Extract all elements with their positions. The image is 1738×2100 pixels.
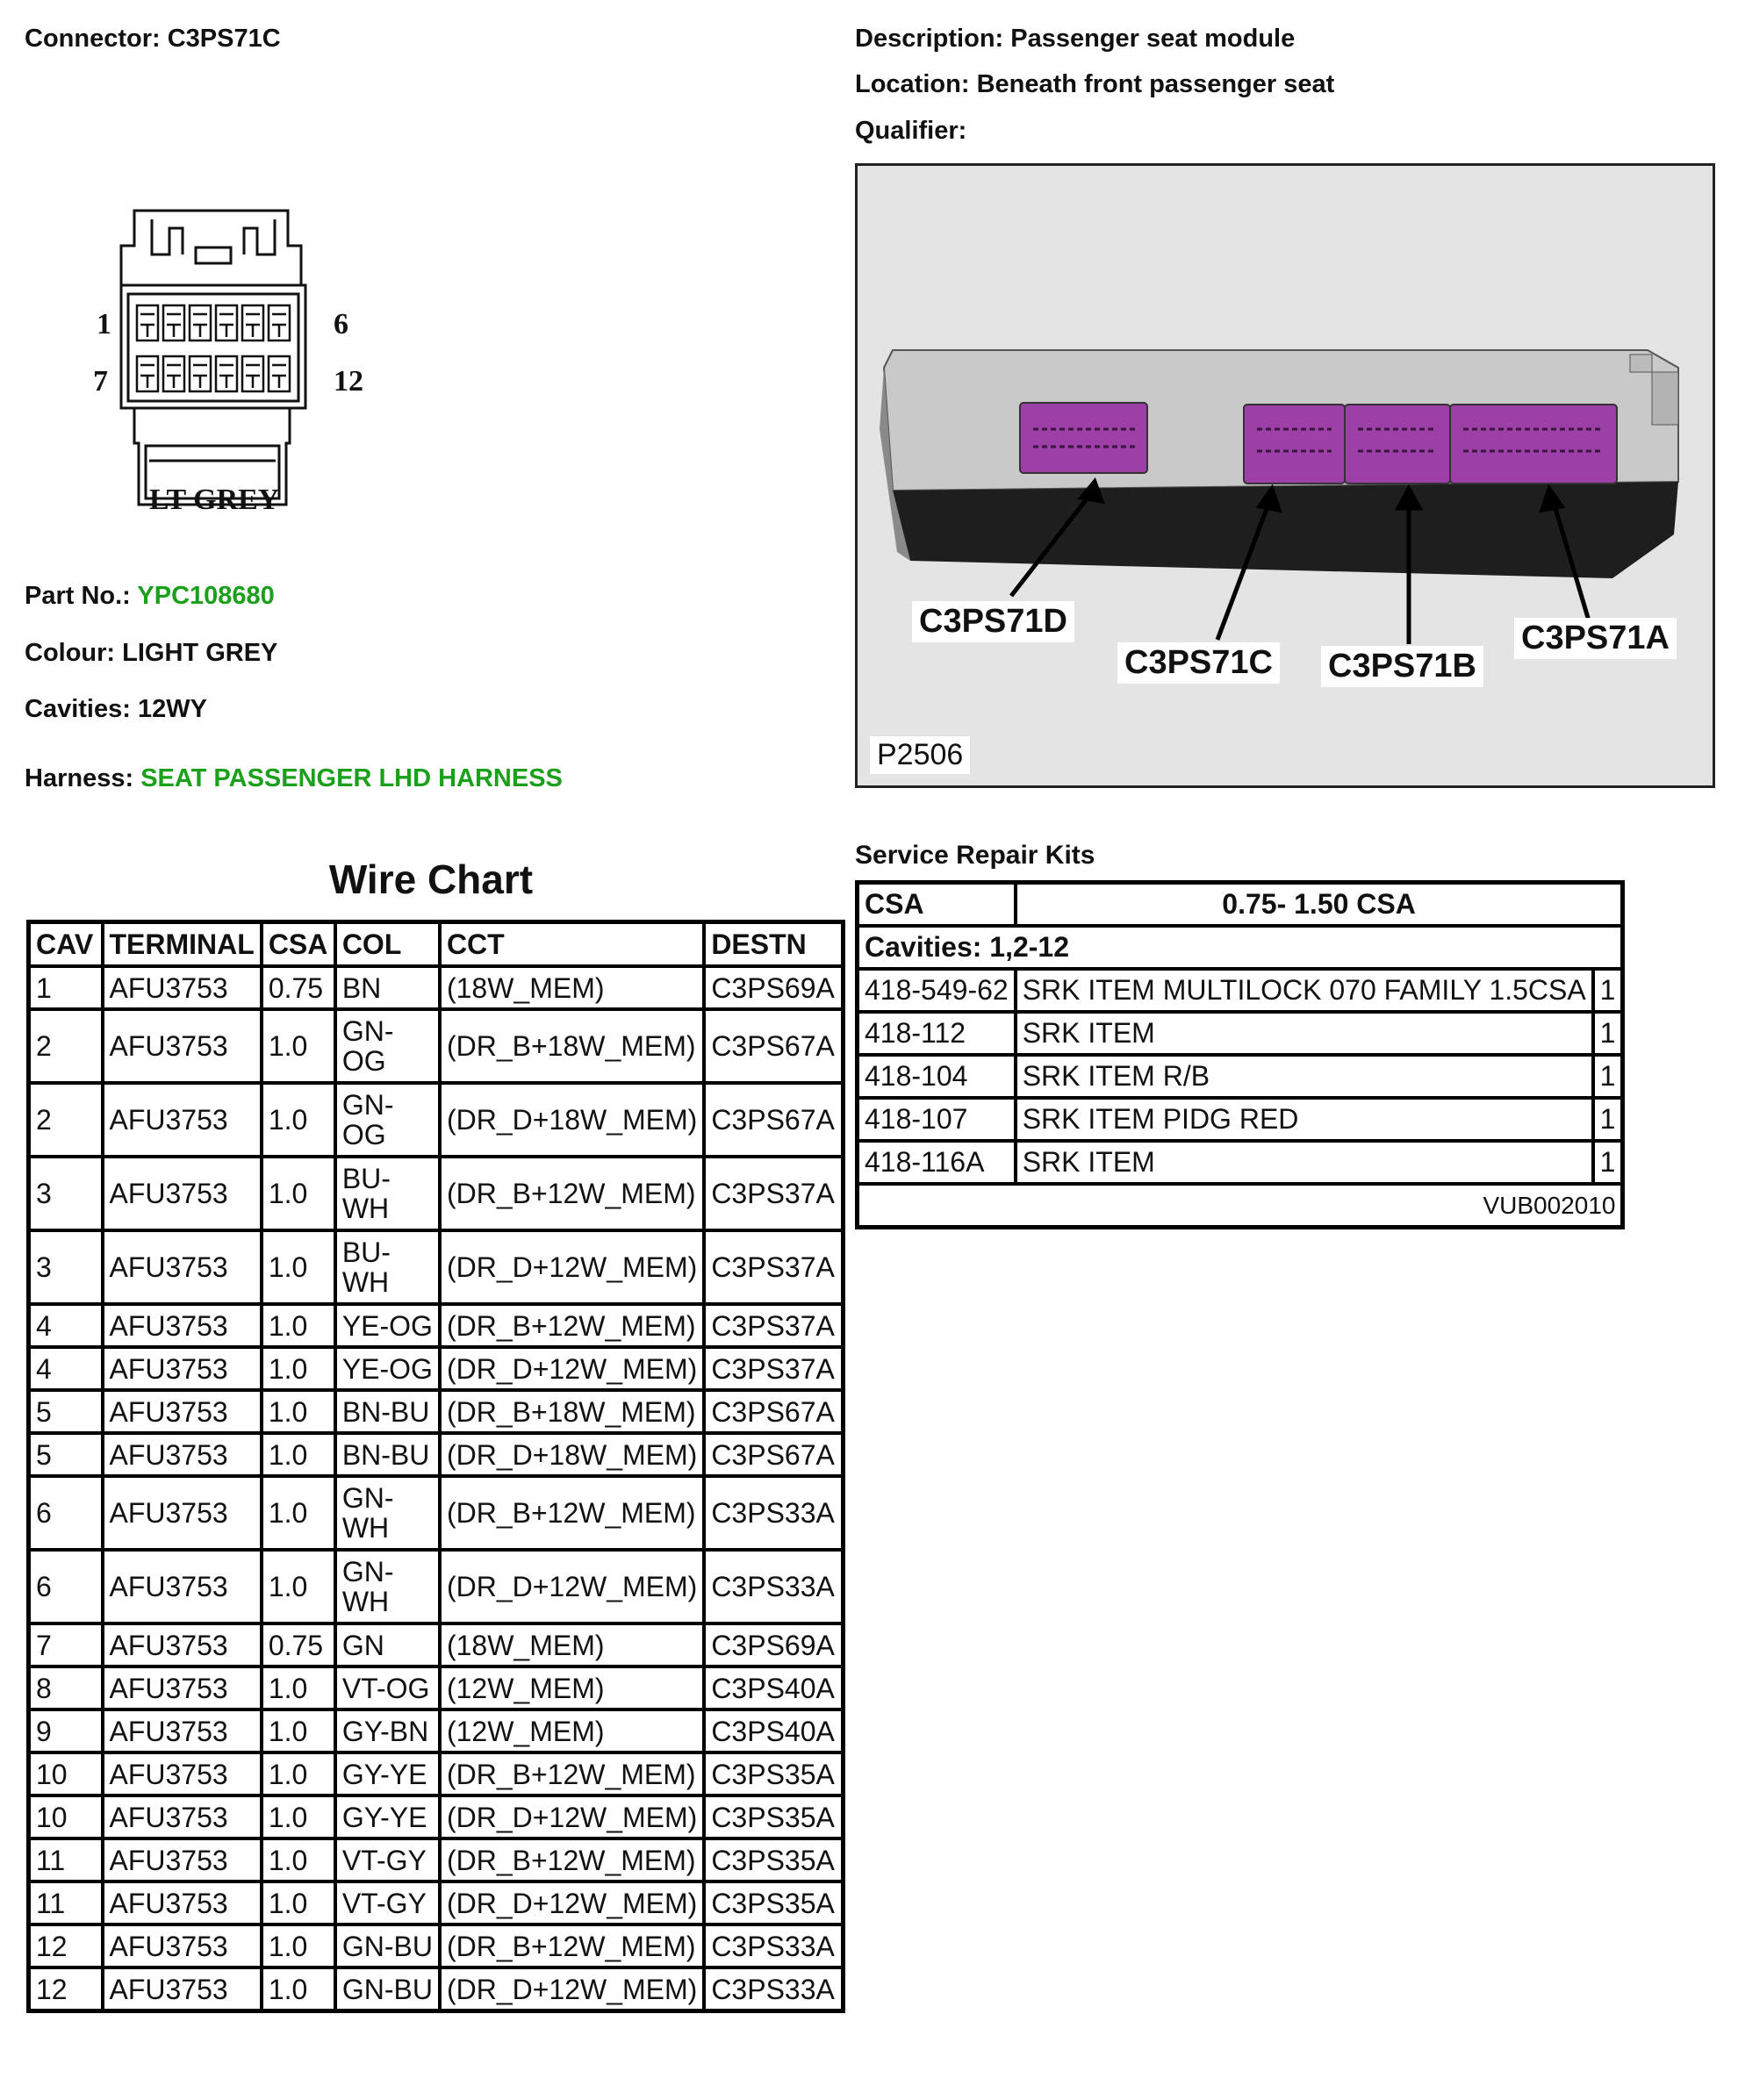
wire-cell-terminal: AFU3753 — [103, 1709, 262, 1752]
wire-cell-destn: C3PS37A — [704, 1157, 843, 1230]
kit-name: SRK ITEM — [1016, 1012, 1593, 1055]
wire-cell-destn: C3PS37A — [704, 1304, 843, 1347]
kit-code: 418-549-62 — [858, 969, 1016, 1012]
kit-code: 418-104 — [858, 1055, 1016, 1098]
connector-c3ps71c-shape — [1244, 405, 1345, 484]
wire-cell-destn: C3PS69A — [704, 966, 843, 1009]
kit-qty: 1 — [1593, 1098, 1623, 1141]
wire-cell-cav: 12 — [29, 1924, 103, 1967]
wire-chart-row — [29, 1967, 844, 2011]
wire-cell-cct: (DR_B+12W_MEM) — [440, 1476, 704, 1550]
wire-cell-cct: (DR_D+12W_MEM) — [440, 1881, 704, 1924]
wire-cell-terminal: AFU3753 — [103, 1433, 262, 1476]
connector-cavity-terminal — [219, 314, 233, 337]
wire-cell-cav: 2 — [29, 1083, 103, 1157]
wire-cell-col: BU-WH — [335, 1230, 440, 1304]
wire-cell-cct: (DR_B+12W_MEM) — [440, 1157, 704, 1230]
part-number-line — [25, 582, 275, 611]
wire-cell-csa: 1.0 — [262, 1083, 335, 1157]
wire-cell-terminal: AFU3753 — [103, 1476, 262, 1550]
wire-cell-destn: C3PS69A — [704, 1623, 843, 1666]
wire-cell-col: VT-GY — [335, 1838, 440, 1881]
wire-cell-cct: (DR_D+12W_MEM) — [440, 1550, 704, 1623]
wire-cell-terminal: AFU3753 — [103, 1009, 262, 1083]
col-header-csa: CSA — [262, 922, 335, 967]
wire-cell-col: GN-WH — [335, 1476, 440, 1550]
kit-qty: 1 — [1593, 1141, 1623, 1184]
wire-cell-cct: (DR_D+18W_MEM) — [440, 1083, 704, 1157]
wire-cell-col: GY-BN — [335, 1709, 440, 1752]
wire-cell-terminal: AFU3753 — [103, 1881, 262, 1924]
wire-cell-csa: 0.75 — [262, 1623, 335, 1666]
wire-cell-terminal: AFU3753 — [103, 1083, 262, 1157]
wire-cell-csa: 1.0 — [262, 1550, 335, 1623]
kit-row — [858, 1012, 1623, 1055]
qualifier-line — [855, 117, 966, 146]
connector-face-drawing — [86, 202, 384, 531]
wire-cell-cav: 5 — [29, 1390, 103, 1433]
harness-line — [25, 764, 563, 793]
wire-cell-cav: 9 — [29, 1709, 103, 1752]
wire-cell-cct: (DR_D+12W_MEM) — [440, 1230, 704, 1304]
wire-cell-csa: 1.0 — [262, 1009, 335, 1083]
wire-cell-cav: 4 — [29, 1347, 103, 1390]
connector-heading — [25, 25, 281, 54]
wire-cell-cav: 7 — [29, 1623, 103, 1666]
wire-cell-terminal: AFU3753 — [103, 1157, 262, 1230]
wire-cell-destn: C3PS67A — [704, 1390, 843, 1433]
wire-chart-row — [29, 1009, 844, 1083]
colour-label: Colour: — [25, 639, 116, 667]
kits-cavities-text: Cavities: 1,2-12 — [858, 926, 1623, 969]
wire-chart-row — [29, 1709, 844, 1752]
wire-chart-header-row — [29, 922, 844, 967]
wire-cell-destn: C3PS35A — [704, 1838, 843, 1881]
kit-qty: 1 — [1593, 1012, 1623, 1055]
wire-cell-cav: 8 — [29, 1666, 103, 1709]
col-header-cct: CCT — [440, 922, 704, 967]
connector-cavity-terminal — [167, 314, 181, 337]
kits-csa-row — [858, 883, 1623, 927]
kits-reference: VUB002010 — [858, 1184, 1623, 1228]
connector-cavity-terminal — [272, 365, 286, 388]
wire-cell-cct: (DR_B+12W_MEM) — [440, 1752, 704, 1795]
wire-cell-csa: 1.0 — [262, 1838, 335, 1881]
connector-value: C3PS71C — [167, 25, 281, 53]
wire-cell-cct: (DR_B+18W_MEM) — [440, 1009, 704, 1083]
wire-cell-csa: 1.0 — [262, 1709, 335, 1752]
wire-cell-col: GY-YE — [335, 1795, 440, 1838]
wire-cell-terminal: AFU3753 — [103, 1838, 262, 1881]
wire-cell-col: GN-WH — [335, 1550, 440, 1623]
kit-name: SRK ITEM PIDG RED — [1016, 1098, 1593, 1141]
wire-cell-col: GY-YE — [335, 1752, 440, 1795]
wire-cell-col: GN-OG — [335, 1009, 440, 1083]
kit-row — [858, 1141, 1623, 1184]
wire-chart-row — [29, 1230, 844, 1304]
col-header-destn: DESTN — [704, 922, 843, 967]
wire-cell-terminal: AFU3753 — [103, 1795, 262, 1838]
cavities-label: Cavities: — [25, 695, 131, 723]
wire-cell-col: YE-OG — [335, 1347, 440, 1390]
connector-colour-caption: LT GREY — [149, 484, 280, 516]
wire-cell-cct: (12W_MEM) — [440, 1666, 704, 1709]
wire-cell-csa: 1.0 — [262, 1347, 335, 1390]
col-header-cav: CAV — [29, 922, 103, 967]
wire-cell-csa: 1.0 — [262, 1881, 335, 1924]
wire-cell-cct: (18W_MEM) — [440, 1623, 704, 1666]
wire-cell-destn: C3PS67A — [704, 1009, 843, 1083]
wire-cell-csa: 1.0 — [262, 1795, 335, 1838]
wire-cell-cav: 11 — [29, 1838, 103, 1881]
wire-cell-destn: C3PS37A — [704, 1230, 843, 1304]
wire-cell-terminal: AFU3753 — [103, 1666, 262, 1709]
colour-line — [25, 639, 277, 668]
cavities-line — [25, 695, 207, 724]
wire-chart-title: Wire Chart — [328, 856, 534, 902]
wire-cell-col: BU-WH — [335, 1157, 440, 1230]
wire-cell-destn: C3PS37A — [704, 1347, 843, 1390]
wire-cell-terminal: AFU3753 — [103, 1924, 262, 1967]
wire-cell-cav: 10 — [29, 1795, 103, 1838]
wire-cell-destn: C3PS35A — [704, 1795, 843, 1838]
wire-cell-csa: 1.0 — [262, 1304, 335, 1347]
wire-cell-cav: 2 — [29, 1009, 103, 1083]
wire-cell-cav: 12 — [29, 1967, 103, 2011]
wire-cell-csa: 0.75 — [262, 966, 335, 1009]
wire-cell-cct: (DR_D+12W_MEM) — [440, 1795, 704, 1838]
wire-cell-col: BN — [335, 966, 440, 1009]
description-value: Passenger seat module — [1010, 25, 1296, 53]
colour-value: LIGHT GREY — [122, 639, 278, 667]
wire-cell-col: VT-GY — [335, 1881, 440, 1924]
wire-cell-cct: (DR_B+12W_MEM) — [440, 1924, 704, 1967]
wire-chart-row — [29, 1347, 844, 1390]
service-kits-table — [855, 880, 1625, 1229]
wire-cell-cct: (12W_MEM) — [440, 1709, 704, 1752]
wire-cell-cav: 6 — [29, 1550, 103, 1623]
connector-cavity-terminal — [193, 365, 207, 388]
picture-id: P2506 — [870, 736, 970, 774]
part-number-label: Part No.: — [25, 582, 131, 610]
service-kits-title: Service Repair Kits — [855, 841, 1095, 870]
kit-code: 418-112 — [858, 1012, 1016, 1055]
kit-name: SRK ITEM — [1016, 1141, 1593, 1184]
kit-qty: 1 — [1593, 969, 1623, 1012]
wire-chart-row — [29, 1433, 844, 1476]
callout-c3ps71d: C3PS71D — [912, 601, 1074, 642]
description-label: Description: — [855, 25, 1004, 53]
col-header-col: COL — [335, 922, 440, 967]
wire-cell-csa: 1.0 — [262, 1476, 335, 1550]
connector-cavity-terminal — [272, 314, 286, 337]
wire-cell-csa: 1.0 — [262, 1666, 335, 1709]
callout-c3ps71b: C3PS71B — [1321, 646, 1483, 687]
wire-cell-cav: 5 — [29, 1433, 103, 1476]
connector-cavity-terminal — [167, 365, 181, 388]
wire-chart-row — [29, 1881, 844, 1924]
kit-code: 418-116A — [858, 1141, 1016, 1184]
kit-code: 418-107 — [858, 1098, 1016, 1141]
connector-cavity-terminal — [193, 314, 207, 337]
connector-label: Connector: — [25, 25, 161, 53]
wire-cell-destn: C3PS40A — [704, 1666, 843, 1709]
wire-cell-terminal: AFU3753 — [103, 1230, 262, 1304]
wire-cell-csa: 1.0 — [262, 1390, 335, 1433]
connector-cavity-terminal — [140, 314, 154, 337]
wire-chart-row — [29, 966, 844, 1009]
wire-cell-col: BN-BU — [335, 1390, 440, 1433]
wire-chart-row — [29, 1550, 844, 1623]
wire-cell-terminal: AFU3753 — [103, 1550, 262, 1623]
wire-cell-destn: C3PS35A — [704, 1752, 843, 1795]
qualifier-label: Qualifier: — [855, 117, 967, 145]
wire-cell-cct: (DR_B+18W_MEM) — [440, 1390, 704, 1433]
wire-cell-cct: (DR_D+12W_MEM) — [440, 1967, 704, 2011]
wire-cell-terminal: AFU3753 — [103, 1304, 262, 1347]
wire-cell-destn: C3PS40A — [704, 1709, 843, 1752]
wire-cell-csa: 1.0 — [262, 1752, 335, 1795]
kit-row — [858, 1055, 1623, 1098]
wire-cell-col: YE-OG — [335, 1304, 440, 1347]
wire-chart-row — [29, 1083, 844, 1157]
wire-cell-destn: C3PS33A — [704, 1967, 843, 2011]
wire-cell-terminal: AFU3753 — [103, 966, 262, 1009]
pin-label-7: 7 — [93, 365, 108, 398]
wire-cell-destn: C3PS33A — [704, 1924, 843, 1967]
wire-cell-col: GN-OG — [335, 1083, 440, 1157]
col-header-terminal: TERMINAL — [103, 922, 262, 967]
wire-cell-cav: 3 — [29, 1157, 103, 1230]
location-label: Location: — [855, 70, 970, 98]
kit-qty: 1 — [1593, 1055, 1623, 1098]
wire-cell-cct: (18W_MEM) — [440, 966, 704, 1009]
wire-cell-col: GN — [335, 1623, 440, 1666]
pin-label-6: 6 — [334, 308, 348, 340]
connector-cavity-terminal — [219, 365, 233, 388]
connector-c3ps71b-shape — [1345, 405, 1450, 484]
kit-row — [858, 969, 1623, 1012]
wire-chart-row — [29, 1838, 844, 1881]
wire-cell-cav: 6 — [29, 1476, 103, 1550]
wire-cell-cct: (DR_B+12W_MEM) — [440, 1304, 704, 1347]
wire-cell-destn: C3PS35A — [704, 1881, 843, 1924]
wire-cell-terminal: AFU3753 — [103, 1623, 262, 1666]
wire-cell-col: GN-BU — [335, 1967, 440, 2011]
wire-cell-destn: C3PS67A — [704, 1433, 843, 1476]
wire-cell-col: BN-BU — [335, 1433, 440, 1476]
pin-label-1: 1 — [97, 308, 111, 340]
callout-c3ps71a: C3PS71A — [1514, 618, 1677, 659]
connector-cavity-terminal — [246, 314, 260, 337]
harness-label: Harness: — [25, 764, 134, 792]
kit-name: SRK ITEM MULTILOCK 070 FAMILY 1.5CSA — [1016, 969, 1593, 1012]
kit-row — [858, 1098, 1623, 1141]
wire-chart-row — [29, 1390, 844, 1433]
wire-cell-terminal: AFU3753 — [103, 1390, 262, 1433]
wire-cell-csa: 1.0 — [262, 1924, 335, 1967]
wire-cell-cav: 4 — [29, 1304, 103, 1347]
wire-cell-csa: 1.0 — [262, 1157, 335, 1230]
pin-label-12: 12 — [334, 365, 363, 398]
wire-cell-col: GN-BU — [335, 1924, 440, 1967]
part-number-link[interactable]: YPC108680 — [137, 582, 275, 610]
connector-cavity-terminal — [140, 365, 154, 388]
wire-chart-row — [29, 1752, 844, 1795]
kits-csa-header: CSA — [858, 883, 1016, 927]
connector-c3ps71a-shape — [1450, 405, 1617, 484]
wire-chart-row — [29, 1623, 844, 1666]
wire-cell-cct: (DR_B+12W_MEM) — [440, 1838, 704, 1881]
connector-cavity-terminal — [246, 365, 260, 388]
wire-chart-row — [29, 1157, 844, 1230]
description-line — [855, 25, 1295, 54]
kits-cavities-row — [858, 926, 1623, 969]
wire-cell-cct: (DR_D+18W_MEM) — [440, 1433, 704, 1476]
wire-cell-cav: 10 — [29, 1752, 103, 1795]
callout-c3ps71c: C3PS71C — [1117, 642, 1280, 684]
wire-cell-cav: 11 — [29, 1881, 103, 1924]
kits-reference-row — [858, 1184, 1623, 1228]
harness-link[interactable]: SEAT PASSENGER LHD HARNESS — [140, 764, 563, 792]
kits-csa-value: 0.75- 1.50 CSA — [1016, 883, 1623, 927]
wire-chart-row — [29, 1666, 844, 1709]
wire-cell-terminal: AFU3753 — [103, 1967, 262, 2011]
wire-chart-row — [29, 1304, 844, 1347]
wire-cell-cct: (DR_D+12W_MEM) — [440, 1347, 704, 1390]
wire-cell-csa: 1.0 — [262, 1230, 335, 1304]
wire-chart-row — [29, 1476, 844, 1550]
wire-cell-cav: 3 — [29, 1230, 103, 1304]
module-location-picture — [855, 163, 1715, 788]
wire-cell-csa: 1.0 — [262, 1433, 335, 1476]
wire-cell-destn: C3PS67A — [704, 1083, 843, 1157]
wire-cell-destn: C3PS33A — [704, 1476, 843, 1550]
connector-c3ps71d-shape — [1020, 403, 1147, 473]
wire-cell-destn: C3PS33A — [704, 1550, 843, 1623]
location-value: Beneath front passenger seat — [976, 70, 1335, 98]
kit-name: SRK ITEM R/B — [1016, 1055, 1593, 1098]
wire-cell-col: VT-OG — [335, 1666, 440, 1709]
wire-chart-table — [26, 920, 845, 2013]
cavities-value: 12WY — [137, 695, 207, 723]
wire-chart-row — [29, 1924, 844, 1967]
wire-cell-terminal: AFU3753 — [103, 1752, 262, 1795]
wire-cell-terminal: AFU3753 — [103, 1347, 262, 1390]
wire-cell-csa: 1.0 — [262, 1967, 335, 2011]
location-line — [855, 70, 1334, 99]
wire-chart-row — [29, 1795, 844, 1838]
wire-cell-cav: 1 — [29, 966, 103, 1009]
